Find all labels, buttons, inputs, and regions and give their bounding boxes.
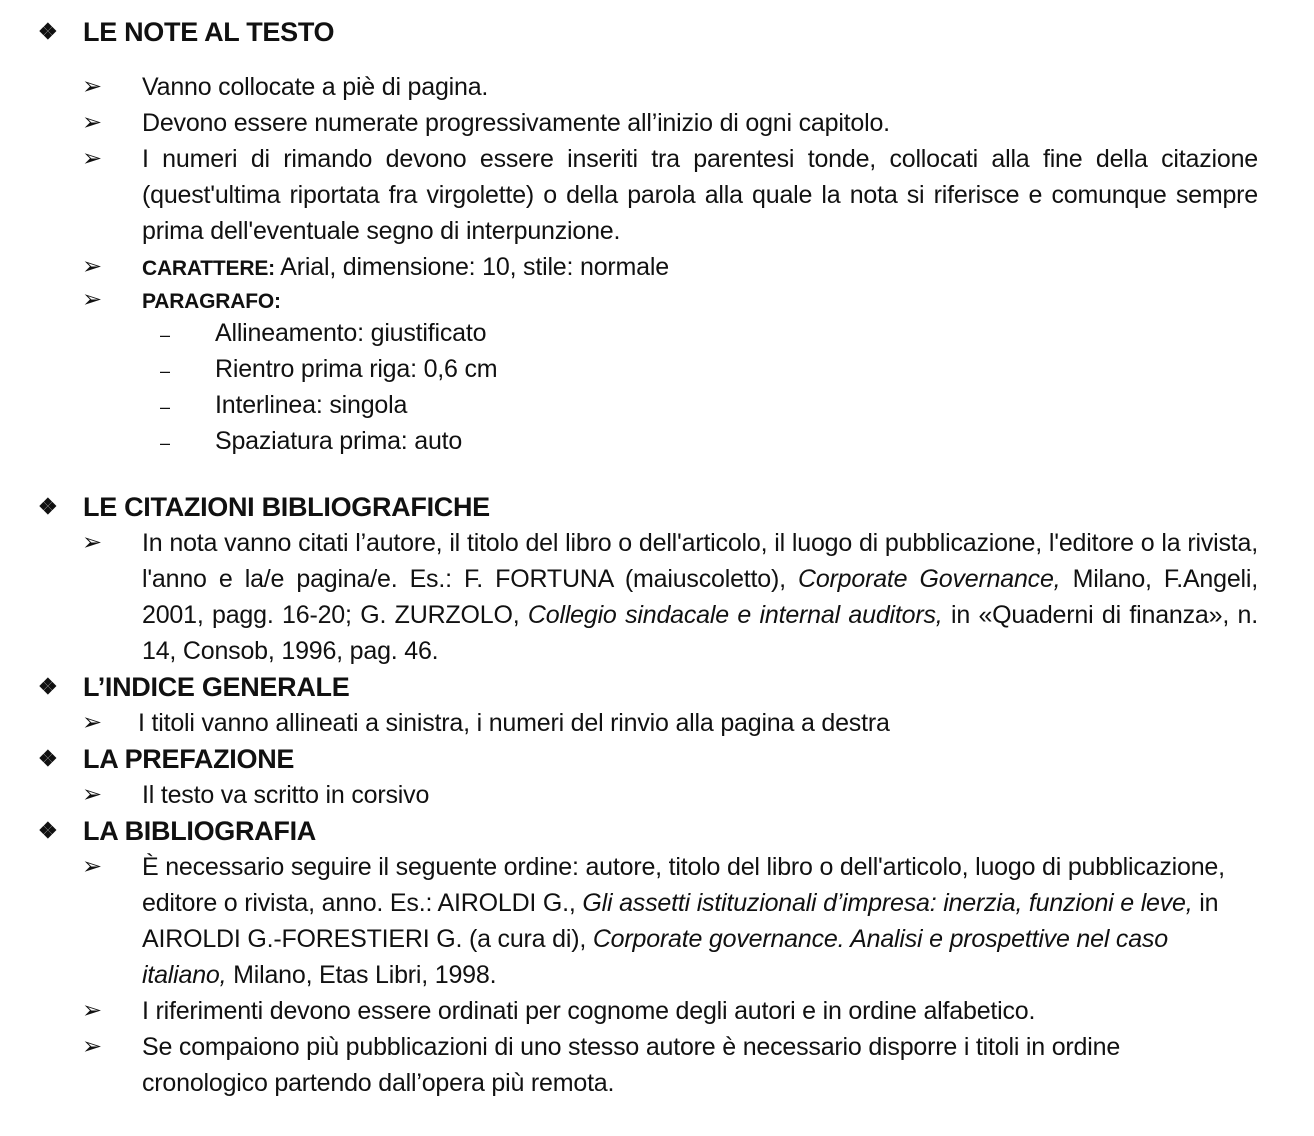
section-heading-prefazione bbox=[38, 741, 294, 777]
list-item: ➢ I riferimenti devono essere ordinati per cognome degli autori e in ordine alfabetico. bbox=[82, 993, 1258, 1029]
four-diamond-bullet-icon: ❖ bbox=[38, 19, 58, 44]
section-heading-note bbox=[38, 14, 334, 50]
list-item: ➢ In nota vanno citati l’autore, il titolo del libro o dell'articolo, il luogo di pubblicazione, l'editore o la rivista, l'anno e la/e pagina/e. Es.: F. FORTUNA (maiuscoletto), Corporate Governance, Milano, F.Angeli, 2001, pagg. 16-20; G. ZURZOLO, Collegio sindacale e internal auditors, in «Quaderni di finanza», n. 14, Consob, 1996, pag. 46. bbox=[82, 525, 1258, 669]
arrowhead-bullet-icon: ➢ bbox=[82, 853, 103, 880]
arrowhead-bullet-icon: ➢ bbox=[82, 145, 103, 172]
section-title: LA BIBLIOGRAFIA bbox=[83, 815, 316, 846]
en-dash-bullet: – bbox=[160, 361, 170, 381]
list-item: ➢ Devono essere numerate progressivamente all’inizio di ogni capitolo. bbox=[82, 105, 1258, 141]
list-item: ➢ I numeri di rimando devono essere inseriti tra parentesi tonde, collocati alla fine della citazione (quest'ultima riportata fra virgolette) o della parola alla quale la nota si riferisce e comunque sempre prima dell'eventuale segno di interpunzione. bbox=[82, 141, 1258, 249]
sub-list-item: – Interlinea: singola bbox=[160, 387, 407, 423]
arrowhead-bullet-icon: ➢ bbox=[82, 73, 103, 100]
arrowhead-bullet-icon: ➢ bbox=[82, 781, 103, 808]
arrowhead-bullet-icon: ➢ bbox=[82, 709, 103, 736]
en-dash-bullet: – bbox=[160, 325, 170, 345]
list-item: ➢ I titoli vanno allineati a sinistra, i numeri del rinvio alla pagina a destra bbox=[82, 705, 1258, 741]
section-title: LE NOTE AL TESTO bbox=[83, 16, 335, 47]
arrowhead-bullet-icon: ➢ bbox=[82, 1033, 103, 1060]
arrowhead-bullet-icon: ➢ bbox=[82, 253, 103, 280]
arrowhead-bullet-icon: ➢ bbox=[82, 529, 103, 556]
section-heading-citazioni bbox=[38, 489, 490, 525]
list-item: ➢ Il testo va scritto in corsivo bbox=[82, 777, 1258, 813]
arrowhead-bullet-icon: ➢ bbox=[82, 997, 103, 1024]
four-diamond-bullet-icon: ❖ bbox=[38, 746, 58, 771]
carattere-value: Arial, dimensione: 10, stile: normale bbox=[274, 253, 669, 281]
four-diamond-bullet-icon: ❖ bbox=[38, 674, 58, 699]
section-heading-indice bbox=[38, 669, 349, 705]
section-title: LA PREFAZIONE bbox=[83, 743, 295, 774]
en-dash-bullet: – bbox=[160, 397, 170, 417]
four-diamond-bullet-icon: ❖ bbox=[38, 494, 58, 519]
sub-list-item: – Rientro prima riga: 0,6 cm bbox=[160, 351, 497, 387]
list-item: ➢ Se compaiono più pubblicazioni di uno stesso autore è necessario disporre i titoli in ordine cronologico partendo dall’opera più remota. bbox=[82, 1029, 1252, 1101]
arrowhead-bullet-icon: ➢ bbox=[82, 109, 103, 136]
sub-list-item: – Spaziatura prima: auto bbox=[160, 423, 462, 459]
section-title: LE CITAZIONI BIBLIOGRAFICHE bbox=[83, 491, 490, 522]
list-item: ➢ È necessario seguire il seguente ordine: autore, titolo del libro o dell'articolo, luogo di pubblicazione, editore o rivista, anno. Es.: AIROLDI G., Gli assetti istituzionali d’impresa: inerzia, funzioni e leve, in AIROLDI G.-FORESTIERI G. (a cura di), Corporate governance. Analisi e prospettive nel caso italiano, Milano, Etas Libri, 1998. bbox=[82, 849, 1252, 993]
section-title: L’INDICE GENERALE bbox=[83, 671, 350, 702]
sub-list-item: – Allineamento: giustificato bbox=[160, 315, 486, 351]
paragrafo-label: PARAGRAFO: bbox=[142, 290, 281, 313]
arrowhead-bullet-icon: ➢ bbox=[82, 286, 103, 313]
carattere-label: CARATTERE: bbox=[142, 257, 275, 280]
four-diamond-bullet-icon: ❖ bbox=[38, 818, 58, 843]
section-heading-bibliografia bbox=[38, 813, 316, 849]
en-dash-bullet: – bbox=[160, 433, 170, 453]
list-item: ➢ Vanno collocate a piè di pagina. bbox=[82, 69, 1258, 105]
